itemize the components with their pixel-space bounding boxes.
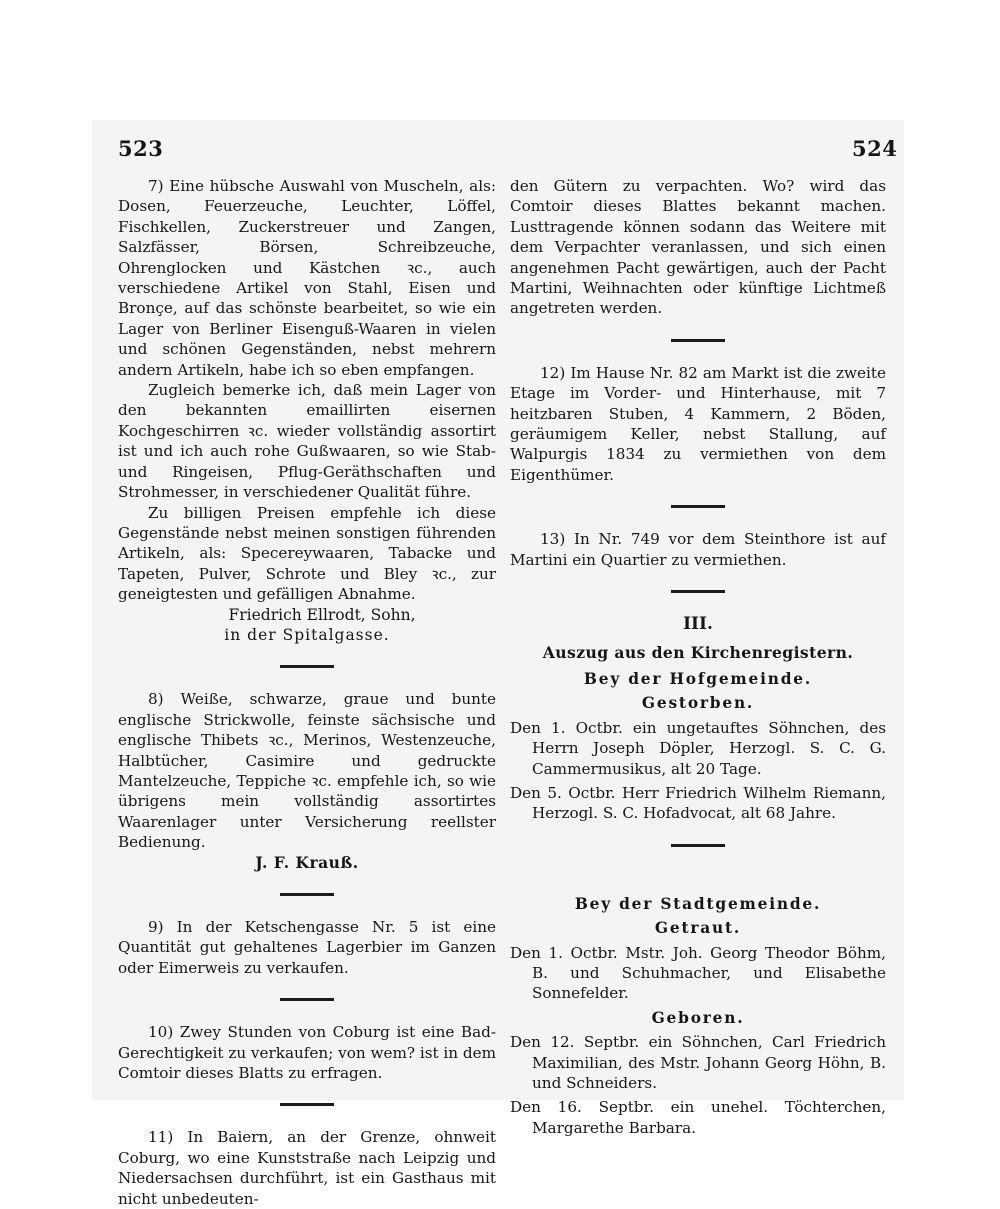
separator-rule — [280, 665, 334, 668]
register-entry: Den 1. Octbr. ein ungetauftes Söhnchen, des Herrn Joseph Döpler, Herzogl. S. C. G. Cammermusikus, alt 20 Tage. — [510, 718, 886, 778]
right-column — [510, 176, 886, 1142]
entry-7-paragraph-3: Zu billigen Preisen empfehle ich diese Gegenstände nebst meinen sonstigen führenden Artikeln, als: Specereywaaren, Tabacke und Tapeten, Pulver, Schrote und Bley ꝛc., zur geneigtesten und gefälligen Abnahme. — [118, 503, 496, 604]
entry-10-text: 10) Zwey Stunden von Coburg ist eine Bad-Gerechtigkeit zu verkaufen; von wem? ist in dem Comtoir dieses Blatts zu erfragen. — [118, 1023, 496, 1083]
register-entry: Den 5. Octbr. Herr Friedrich Wilhelm Riemann, Herzogl. S. C. Hofadvocat, alt 68 Jahre. — [510, 783, 886, 823]
entry-7-signature-place: in der Spitalgasse. — [224, 625, 390, 644]
entry-7-paragraph-1: 7) Eine hübsche Auswahl von Muscheln, als: Dosen, Feuerzeuche, Leuchter, Löffel, Fischkellen, Zuckerstreuer und Zangen, Salzfässer, Börsen, Schreibzeuche, Ohrenglocken und Kästchen ꝛc., auch verschiedene Artikel von Stahl, Eisen und Bronçe, auf das schönste bearbeitet, so wie ein Lager von Berliner Eisenguß-Waaren in vielen und schönen Gegenständen, nebst mehrern andern Artikeln, habe ich so eben empfangen. — [118, 177, 496, 379]
getraut-heading: Getraut. — [654, 919, 742, 938]
entry-7-paragraph-2: Zugleich bemerke ich, daß mein Lager von den bekannten emaillirten eisernen Kochgeschirren ꝛc. wieder vollständig assortirt ist und ich auch rohe Gußwaaren, so wie Stab- und Ringeisen, Pflug-Geräthschaften und Strohmesser, in verschiedener Qualität führe. — [118, 381, 496, 502]
separator-rule — [280, 893, 334, 896]
entry-12-text: 12) Im Hause Nr. 82 am Markt ist die zweite Etage im Vorder- und Hinterhause, mit 7 heitzbaren Stuben, 4 Kammern, 2 Böden, geräumigem Keller, nebst Stallung, auf Walpurgis 1834 zu vermiethen von dem Eigenthümer. — [510, 363, 886, 484]
spacer — [510, 868, 886, 890]
separator-rule — [671, 339, 725, 342]
register-entry: Den 12. Septbr. ein Söhnchen, Carl Friedrich Maximilian, des Mstr. Johann Georg Höhn, B. und Schneiders. — [510, 1033, 886, 1092]
separator-rule — [671, 844, 725, 847]
section-title: Auszug aus den Kirchenregistern. — [542, 642, 854, 662]
gestorben-heading: Gestorben. — [641, 694, 755, 713]
entry-8-signature: J. F. Krauß. — [255, 852, 359, 872]
entry-13-text: 13) In Nr. 749 vor dem Steinthore ist auf Martini ein Quartier zu vermiethen. — [510, 530, 886, 569]
entry-11-text-continued: den Gütern zu verpachten. Wo? wird das Comtoir dieses Blattes bekannt machen. Lusttragende können sodann das Weitere mit dem Verpachter veranlassen, und sich einen angenehmen Pacht gewärtigen, auch der Pacht Martini, Weihnachten oder künftige Lichtmeß angetreten werden. — [510, 177, 886, 318]
entry-9-text: 9) In der Ketschengasse Nr. 5 ist eine Quantität gut gehaltenes Lagerbier im Ganzen oder Eimerweis zu verkaufen. — [118, 918, 496, 977]
entry-11-text-start: 11) In Baiern, an der Grenze, ohnweit Coburg, wo eine Kunststraße nach Leipzig und Niedersachsen durchführt, ist ein Gasthaus mit nicht unbedeuten- — [118, 1128, 496, 1208]
separator-rule — [280, 998, 334, 1001]
stadtgemeinde-heading: Bey der Stadtgemeinde. — [574, 894, 822, 913]
page-number-right: 524 — [852, 136, 898, 161]
register-entry: Den 1. Octbr. Mstr. Joh. Georg Theodor Böhm, B. und Schuhmacher, und Elisabethe Sonnefelder. — [510, 943, 886, 1003]
section-numeral: III. — [683, 614, 713, 635]
separator-rule — [671, 505, 725, 508]
entry-8-text: 8) Weiße, schwarze, graue und bunte englische Strickwolle, feinste sächsische und englische Thibets ꝛc., Merinos, Westenzeuche, Halbtücher, Casimire und gedruckte Mantelzeuche, Teppiche ꝛc. empfehle ich, so wie übrigens mein vollständig assortirtes Waarenlager unter Versicherung reellster Bedienung. — [118, 690, 496, 852]
register-entry: Den 16. Septbr. ein unehel. Töchterchen, Margarethe Barbara. — [510, 1098, 886, 1137]
left-column — [118, 176, 496, 1209]
separator-rule — [280, 1103, 334, 1106]
page-number-left: 523 — [118, 136, 164, 161]
entry-7-signature-name: Friedrich Ellrodt, Sohn, — [228, 605, 416, 624]
hofgemeinde-heading: Bey der Hofgemeinde. — [583, 669, 813, 688]
geboren-heading: Geboren. — [651, 1008, 745, 1027]
separator-rule — [671, 590, 725, 593]
